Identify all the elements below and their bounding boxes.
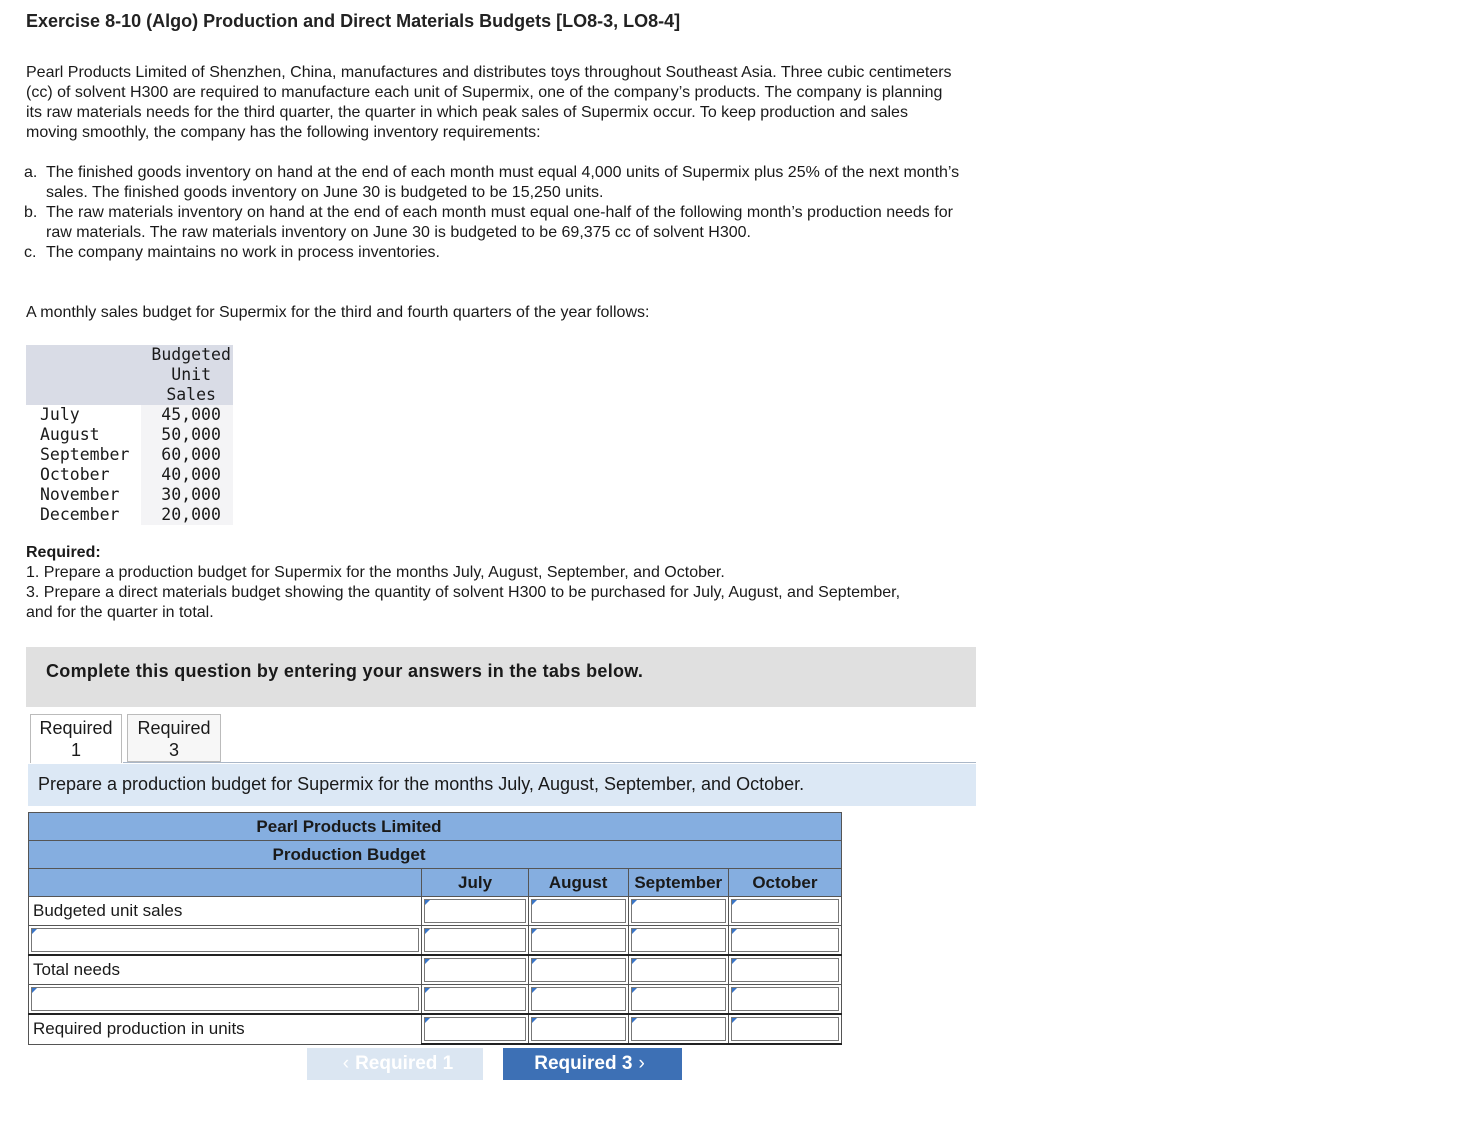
- tab-divider: [123, 762, 976, 763]
- row2-august-input[interactable]: [531, 928, 626, 952]
- sales-header: Budgeted Unit Sales: [141, 345, 232, 405]
- table-row: [26, 485, 233, 505]
- requirement-letter: c.: [24, 244, 37, 261]
- sales-month: October: [40, 465, 110, 484]
- row4-august-input[interactable]: [531, 987, 626, 1011]
- inventory-requirements: [24, 163, 964, 263]
- total-needs-september-input[interactable]: [631, 958, 726, 982]
- required-section: [26, 543, 926, 623]
- row2-october-input[interactable]: [731, 928, 839, 952]
- requirement-letter: a.: [24, 164, 38, 181]
- next-required-3-button[interactable]: Required 3 ›: [503, 1048, 682, 1080]
- prev-required-1-button[interactable]: ‹ Required 1: [307, 1048, 483, 1080]
- sales-header-blank: [26, 345, 141, 405]
- tab-instruction-text: Prepare a production budget for Supermix for the months July, August, September, and October.: [38, 774, 805, 794]
- page-title: Exercise 8-10 (Algo) Production and Direct Materials Budgets [LO8-3, LO8-4]: [26, 11, 681, 31]
- table-row: [26, 405, 233, 425]
- budget-company: Pearl Products Limited: [29, 813, 842, 841]
- sales-value: 45,000: [141, 405, 232, 425]
- column-header-october: October: [728, 869, 841, 897]
- sales-value: 60,000: [141, 445, 232, 465]
- tab-required-1[interactable]: Required 1: [30, 714, 122, 763]
- complete-banner: [26, 647, 976, 707]
- requirement-letter: b.: [24, 204, 38, 221]
- budgeted-sales-october-input[interactable]: [731, 899, 839, 923]
- required-item-1: 1. Prepare a production budget for Supermix for the months July, August, September, and October.: [26, 564, 725, 581]
- requirement-item: [24, 203, 964, 243]
- row-label-input-2[interactable]: [31, 928, 419, 952]
- requirement-text: The raw materials inventory on hand at the end of each month must equal one-half of the following month’s production needs for raw materials. The raw materials inventory on June 30 is budgeted to be 69,375 cc of solvent H300.: [46, 204, 953, 241]
- table-row: [26, 465, 233, 485]
- sales-value: 50,000: [141, 425, 232, 445]
- sales-budget-table: [26, 345, 233, 525]
- table-row: [29, 897, 842, 926]
- row2-july-input[interactable]: [424, 928, 525, 952]
- column-header-july: July: [422, 869, 528, 897]
- row4-october-input[interactable]: [731, 987, 839, 1011]
- row2-september-input[interactable]: [631, 928, 726, 952]
- budgeted-sales-august-input[interactable]: [531, 899, 626, 923]
- table-row: [29, 926, 842, 956]
- sales-month: September: [40, 445, 130, 464]
- sales-value: 40,000: [141, 465, 232, 485]
- sales-month: August: [40, 425, 100, 444]
- budget-title-row: [29, 841, 842, 869]
- required-production-july-input[interactable]: [424, 1017, 525, 1041]
- intro-paragraph: Pearl Products Limited of Shenzhen, China, manufactures and distributes toys throughout Southeast Asia. Three cubic centimeters (cc) of solvent H300 are required to manufacture each unit of Supermix, one of the company’s products. The company is planning its raw materials needs for the third quarter, the quarter in which peak sales of Supermix occur. To keep production and sales moving smoothly, the company has the following inventory requirements:: [26, 64, 952, 141]
- total-needs-july-input[interactable]: [424, 958, 525, 982]
- row-label-required-production: Required production in units: [29, 1014, 422, 1044]
- budgeted-sales-july-input[interactable]: [424, 899, 525, 923]
- table-row: [29, 1014, 842, 1044]
- table-row: [26, 505, 233, 525]
- total-needs-october-input[interactable]: [731, 958, 839, 982]
- table-row: [29, 985, 842, 1015]
- sales-month: December: [40, 505, 120, 524]
- row-label-total-needs: Total needs: [29, 955, 422, 985]
- requirement-item: [24, 163, 964, 203]
- budget-title: Production Budget: [29, 841, 842, 869]
- chevron-right-icon: ›: [638, 1053, 645, 1074]
- row4-september-input[interactable]: [631, 987, 726, 1011]
- sales-value: 30,000: [141, 485, 232, 505]
- chevron-left-icon: ‹: [342, 1053, 350, 1074]
- production-budget-table: [28, 812, 842, 1045]
- required-production-august-input[interactable]: [531, 1017, 626, 1041]
- column-header-september: September: [628, 869, 728, 897]
- requirement-item: [24, 243, 964, 263]
- requirement-text: The finished goods inventory on hand at the end of each month must equal 4,000 units of Supermix plus 25% of the next month’s sales. The finished goods inventory on June 30 is budgeted to be 15,250 units.: [46, 164, 960, 201]
- column-header-august: August: [528, 869, 628, 897]
- required-item-3: 3. Prepare a direct materials budget showing the quantity of solvent H300 to be purchased for July, August, and September, and for the quarter in total.: [26, 584, 901, 621]
- table-row: [26, 445, 233, 465]
- sales-month: November: [40, 485, 120, 504]
- budget-column-header-row: [29, 869, 842, 897]
- sales-month: July: [40, 405, 80, 424]
- complete-banner-text: Complete this question by entering your answers in the tabs below.: [46, 661, 644, 681]
- tab-required-3[interactable]: Required 3: [127, 714, 221, 762]
- sales-value: 20,000: [141, 505, 232, 525]
- row-label-input-4[interactable]: [31, 987, 419, 1011]
- budget-header-blank: [29, 869, 422, 897]
- budgeted-sales-september-input[interactable]: [631, 899, 726, 923]
- row4-july-input[interactable]: [424, 987, 525, 1011]
- budget-company-row: [29, 813, 842, 841]
- requirement-text: The company maintains no work in process inventories.: [46, 244, 440, 261]
- tab-instruction: [28, 764, 976, 806]
- row-label-budgeted-unit-sales: Budgeted unit sales: [29, 897, 422, 926]
- table-row: [26, 425, 233, 445]
- required-production-september-input[interactable]: [631, 1017, 726, 1041]
- required-heading: Required:: [26, 544, 101, 561]
- total-needs-august-input[interactable]: [531, 958, 626, 982]
- table-row: [29, 955, 842, 985]
- required-production-october-input[interactable]: [731, 1017, 839, 1041]
- sales-intro: A monthly sales budget for Supermix for the third and fourth quarters of the year follows:: [26, 304, 650, 321]
